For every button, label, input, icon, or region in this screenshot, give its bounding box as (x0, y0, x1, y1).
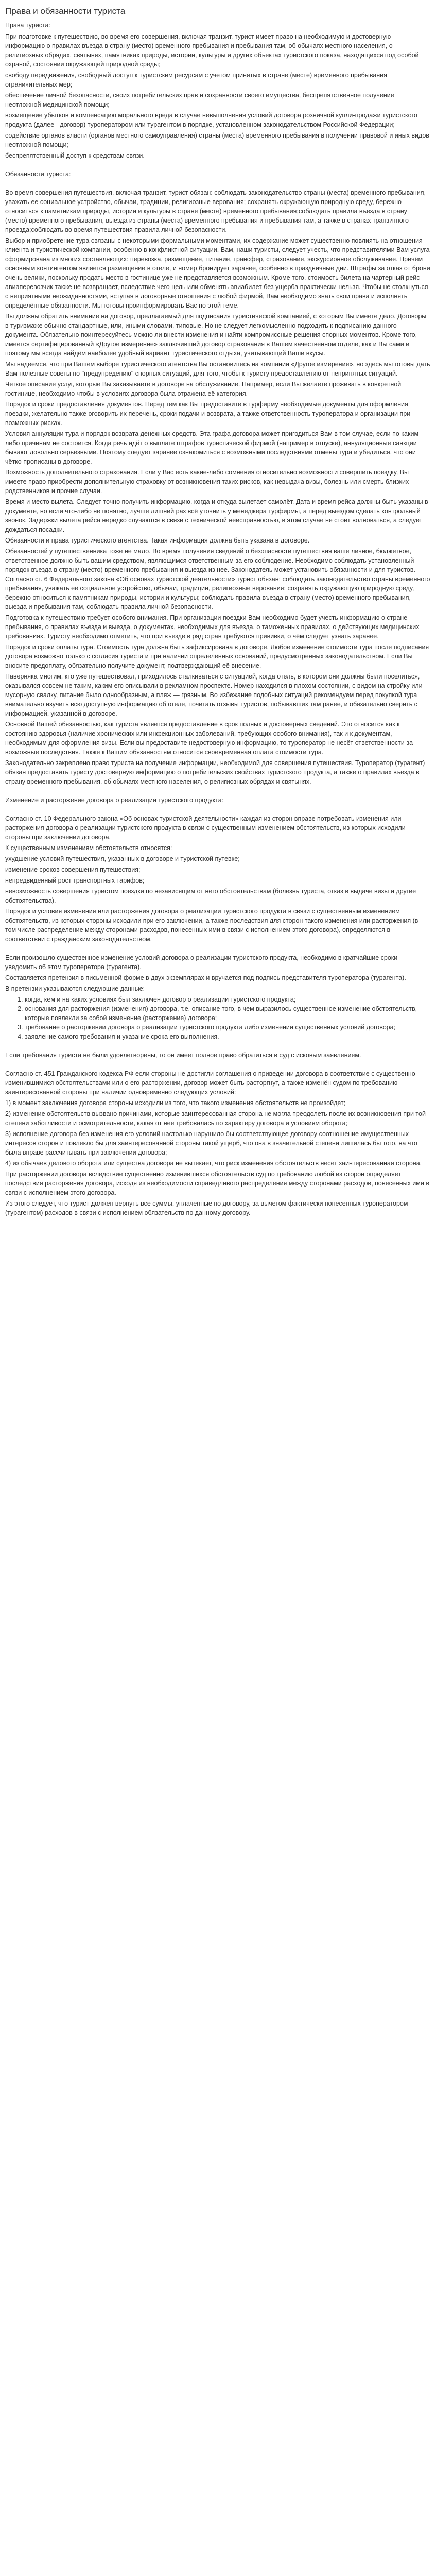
paragraph: Выбор и приобретение тура связаны с некоторыми формальными моментами, их содержание может существенно повлиять на отношения клиента и туристической компании, особенно в конфликтной ситуации. Вам, наши туристы, следует учесть, что представителями Вам услуга сформирована из многих составляющих: перевозка, размещение, питание, трансфер, страхование, экскурсионное обслуживание. Причём основным контингентом является размещение в отеле, и номер бронирует заранее, особенно в праздничные дни. Штрафы за отказ от брони очень велики, поскольку продать место в гостинице уже не представляется возможным. Кроме того, стоимость билета на чартерный рейс авиаперевозчик также не возвращает, вследствие чего цель или обменять авиабилет без ущерба практически нельзя. Чтобы не столкнуться с неприятными неожиданностями, вступая в договорные отношения с любой фирмой, Вам необходимо знать свои права и исполнять определённые обязанности. Мы готовы проинформировать Вас по этой теме. (5, 237, 430, 309)
article-body (5, 32, 431, 1217)
paragraph: При подготовке к путешествию, во время его совершения, включая транзит, турист имеет право на необходимую и достоверную информацию о правилах въезда в страну (место) временного пребывания и пребывания там, об обычаях местного населения, о религиозных обрядах, святынях, памятниках природы, истории, культуры и других объектах туристского показа, находящихся под особой охраной, состоянии окружающей природной среды; (5, 33, 419, 68)
paragraph: Время и место вылета. Следует точно получить информацию, когда и откуда вылетает самолёт. Дата и время рейса должны быть указаны в документе, но если что-либо не понятно, лучше лишний раз всё уточнить у менеджера турфирмы, а перед выездом сделать контрольный звонок. Задержки вылета рейса нередко случаются в связи с технической неисправностью, в этом случае не стоит волноваться, а следует дождаться посадки. (5, 498, 428, 533)
paragraph: Обязанности и права туристического агентства. Такая информация должна быть указана в договоре. (5, 537, 310, 544)
paragraph: Во время совершения путешествия, включая транзит, турист обязан: соблюдать законодательство страны (места) временного пребывания, уважать ее социальное устройство, обычаи, традиции, религиозные верования; сохранять окружающую природную среду, бережно относиться к памятникам природы, истории и культуры в стране (месте) временного пребывания;соблюдать правила въезда в страну (место) временного пребывания, выезда из страны (места) временного пребывания и пребывания там, а также в странах транзитного проезда;соблюдать во время путешествия правила личной безопасности. (5, 189, 426, 233)
list-item: 3. требование о расторжении договора о реализации туристского продукта либо изменении существенных условий договора; (25, 1023, 431, 1032)
paragraph: Подготовка к путешествию требует особого внимания. При организации поездки Вам необходимо будет учесть информацию о стране пребывания, о правилах въезда и выезда, о документах, необходимых для въезда, о таможенных правилах, о действующих медицинских требованиях. Туристу необходимо отметить, что при въезде в ряд стран требуются прививки, о чём следует узнать заранее. (5, 614, 420, 640)
list-item: 2. основания для расторжения (изменения) договора, т.е. описание того, в чем выразилось существенное изменение обстоятельств, которые повлекли за собой изменение (расторжение) договора; (25, 1004, 431, 1023)
paragraph: Изменение и расторжение договора о реализации туристского продукта: (5, 796, 224, 804)
paragraph: Согласно ст. 10 Федерального закона «Об основах туристской деятельности» каждая из сторон вправе потребовать изменения или расторжения договора о реализации туристского продукта в связи с существенным изменением обстоятельств, из которых исходили стороны при заключении договора. (5, 815, 406, 841)
paragraph: В претензии указываются следующие данные: (5, 985, 145, 992)
paragraph: содействие органов власти (органов местного самоуправления) страны (места) временного пребывания в получении правовой и иных видов неотложной помощи; (5, 132, 429, 148)
paragraph: При расторжении договора вследствие существенно изменившихся обстоятельств суд по требованию любой из сторон определяет последствия расторжения договора, исходя из необходимости справедливого распределения между сторонами расходов, понесенных ими в связи с исполнением этого договора. (5, 1171, 429, 1196)
paragraph: невозможность совершения туристом поездки по независящим от него обстоятельствам (болезнь туриста, отказ в выдаче визы и другие обстоятельства). (5, 888, 416, 904)
paragraph: Из этого следует, что турист должен вернуть все суммы, уплаченные по договору, за вычетом фактически понесенных туроператором (турагентом) расходов в связи с исполнением обязательств по данному договору. (5, 1200, 408, 1216)
paragraph: 4) из обычаев делового оборота или существа договора не вытекает, что риск изменения обстоятельств несет заинтересованная сторона. (5, 1160, 422, 1167)
paragraph: свободу передвижения, свободный доступ к туристским ресурсам с учетом принятых в стране (месте) временного пребывания ограничительных мер; (5, 72, 387, 88)
paragraph: Законодательно закреплено право туриста на получение информации, необходимой для совершения путешествия. Туроператор (турагент) обязан предоставить туристу достоверную информацию о потребительских свойствах туристского продукта, а также о правилах въезда в страну временного пребывания, об обычаях местного населения, о религиозных обрядах и святынях. (5, 759, 425, 785)
section-heading-rights: Права туриста: (5, 22, 50, 29)
paragraph: Порядок и сроки оплаты тура. Стоимость тура должна быть зафиксирована в договоре. Любое изменение стоимости тура после подписания договора возможно только с согласия туриста и при наличии определённых оснований, предусмотренных законодательством. Если Вы вносите предоплату, обязательно получите документ, подтверждающий её внесение. (5, 643, 429, 669)
page-title: Права и обязанности туриста (5, 6, 126, 16)
paragraph: непредвиденный рост транспортных тарифов; (5, 877, 145, 884)
paragraph: изменение сроков совершения путешествия; (5, 866, 141, 873)
paragraph: Согласно ст. 451 Гражданского кодекса РФ если стороны не достигли соглашения о приведении договора в соответствие с существенно изменившимися обстоятельствами или о его расторжении, договор может быть расторгнут, а также изменён судом по требованию заинтересованной стороны при наличии одновременно следующих условий: (5, 1070, 415, 1096)
paragraph: Порядок и сроки предоставления документов. Перед тем как Вы предоставите в турфирму необходимые документы для оформления поездки, желательно также оговорить их перечень, сроки подачи и возврата, а также ответственность туроператора и организации при возможных рисках. (5, 401, 411, 427)
paragraph: 3) исполнение договора без изменения его условий настолько нарушило бы соответствующее договору соотношение имущественных интересов сторон и повлекло бы для заинтересованной стороны такой ущерб, что она в значительной степени лишилась бы того, на что была вправе рассчитывать при заключении договора; (5, 1130, 417, 1156)
paragraph: Возможность дополнительного страхования. Если у Вас есть какие-либо сомнения относительно возможности совершить поездку, Вы имеете право приобрести дополнительную страховку от возникновения таких рисков, как невыдача визы, болезнь или смерть близких родственников и прочие случаи. (5, 469, 409, 495)
article (0, 0, 436, 1217)
paragraph: Условия аннуляции тура и порядок возврата денежных средств. Эта графа договора может пригодиться Вам в том случае, если по каким-либо причинам не состоится. Когда речь идёт о выплате штрафов туристической фирмой (например в отпуске), аннуляционные санкции бывают довольно серьёзными. Поэтому следует заранее ознакомиться с возможными последствиями отмены тура и убедиться, что они чётко прописаны в договоре. (5, 430, 421, 465)
paragraph: Обязанности туриста: (5, 171, 71, 178)
paragraph: Наверняка многим, кто уже путешествовал, приходилось сталкиваться с ситуацией, когда отель, в котором они должны были поселиться, оказывался совсем не таким, каким его описывали в рекламном проспекте. Номер находился в плохом состоянии, с видом на стройку или мусорную свалку, питание было однообразным, а пляж — грязным. Во избежание подобных ситуаций рекомендуем перед покупкой тура внимательно изучить всю доступную информацию об отеле, почитать отзывы туристов, побывавших там ранее, и обязательно сверить с информацией, указанной в договоре. (5, 673, 423, 717)
paragraph: Если требования туриста не были удовлетворены, то он имеет полное право обратиться в суд с исковым заявлением. (5, 1052, 361, 1059)
paragraph: Мы надеемся, что при Вашем выборе туристического агентства Вы остановитесь на компании «Другое измерение», но здесь мы готовы дать Вам полезные советы по "предупредению" спорных ситуаций, для того, чтобы к туристу предоставлению от непринятых ситуаций. (5, 361, 430, 377)
list-item: 4. заявление самого требования и указание срока его выполнения. (25, 1032, 431, 1041)
paragraph: 2) изменение обстоятельств вызвано причинами, которые заинтересованная сторона не могла преодолеть после их возникновения при той степени заботливости и осмотрительности, какая от нее требовалась по характеру договора и условиям оборота; (5, 1110, 426, 1127)
paragraph: обеспечение личной безопасности, своих потребительских прав и сохранности своего имущества, беспрепятственное получение неотложной медицинской помощи; (5, 92, 394, 108)
paragraph: возмещение убытков и компенсацию морального вреда в случае невыполнения условий договора розничной купли-продажи туристского продукта (далее - договор) туроператором или турагентом в порядке, установленном законодательством Российской Федерации; (5, 112, 417, 128)
paragraph: Составляется претензия в письменной форме в двух экземплярах и вручается под подпись представителя туроператора (турагента). (5, 974, 406, 981)
paragraph: Вы должны обратить внимание на договор, предлагаемый для подписания туристической компанией, с которым Вы имеете дело. Договоры в туризмаже обычно стандартные, или, иными словами, типовые. Но не следует легкомысленно подходить к подписанию данного документа. Обязательно поинтересуйтесь можно ли внести изменения и найти компромиссные решения спорных моментов. Кроме того, имеется сертифицированный «Другое измерение» заключивший договор страхования в Вашем качественном отделе, как и Вы сами и поэтому мы всегда найдём наиболее удобный вариант туристического отдыха, учитывающий Ваши вкусы. (5, 313, 427, 357)
paragraph: К существенным изменениям обстоятельств относятся: (5, 844, 172, 852)
paragraph: Обязанностей у путешественника тоже не мало. Во время получения сведений о безопасности путешествия ваше личное, бюджетное, ответственное должно быть вашим средством, являющимся ответственным за его соблюдение. Необходимо соблюдать установленный порядок въезда в страну (место) временного пребывания и выезда из нее. Законодатель может установить обязанности и для туристов. Согласно ст. 6 Федерального закона «Об основах туристской деятельности» турист обязан: соблюдать законодательство страны временного пребывания, уважать её социальное устройство, обычаи, традиции, религиозные верования; сохранять окружающую природную среду, бережно относиться к памятникам природы, истории и культуры; соблюдать правила въезда в страну (место) временного пребывания, выезда и пребывания там, соблюдать правила личной безопасности. (5, 548, 430, 611)
paragraph: Порядок и условия изменения или расторжения договора о реализации туристского продукта в связи с существенным изменением обстоятельств, из которых стороны исходили при его заключении, а также последствия для сторон такого изменения или расторжения (в том числе распределение между сторонами расходов, понесенных ими в связи с исполнением этого договора), определяются в соответствии с гражданским законодательством. (5, 908, 418, 943)
list-item: 1. когда, кем и на каких условиях был заключен договор о реализации туристского продукта; (25, 995, 431, 1004)
paragraph: беспрепятственный доступ к средствам связи. (5, 152, 145, 159)
paragraph: 1) в момент заключения договора стороны исходили из того, что такого изменения обстоятельств не произойдет; (5, 1099, 346, 1107)
paragraph: ухудшение условий путешествия, указанных в договоре и туристской путевке; (5, 855, 240, 862)
paragraph: Четкое описание услуг, которые Вы заказываете в договоре на обслуживание. Например, если Вы желаете проживать в конкретной гостинице, необходимо чтобы в условиях договора была отражена её категория. (5, 381, 402, 397)
ordered-list (5, 995, 431, 1041)
paragraph: Если произошло существенное изменение условий договора о реализации туристского продукта, необходимо в кратчайшие сроки уведомить об этом туроператора (турагента). (5, 954, 398, 971)
paragraph: Основной Вашей обязанностью, как туриста является предоставление в срок полных и достоверных сведений. Это относится как к состоянию здоровья (наличие хронических или инфекционных заболеваний, требующих особого внимания), так и к документам, необходимым для оформления визы. Если вы предоставите недостоверную информацию, то туроператор не несёт ответственности за возможные последствия. Также к Вашим обязанностям относится своевременная оплата стоимости тура. (5, 721, 413, 756)
